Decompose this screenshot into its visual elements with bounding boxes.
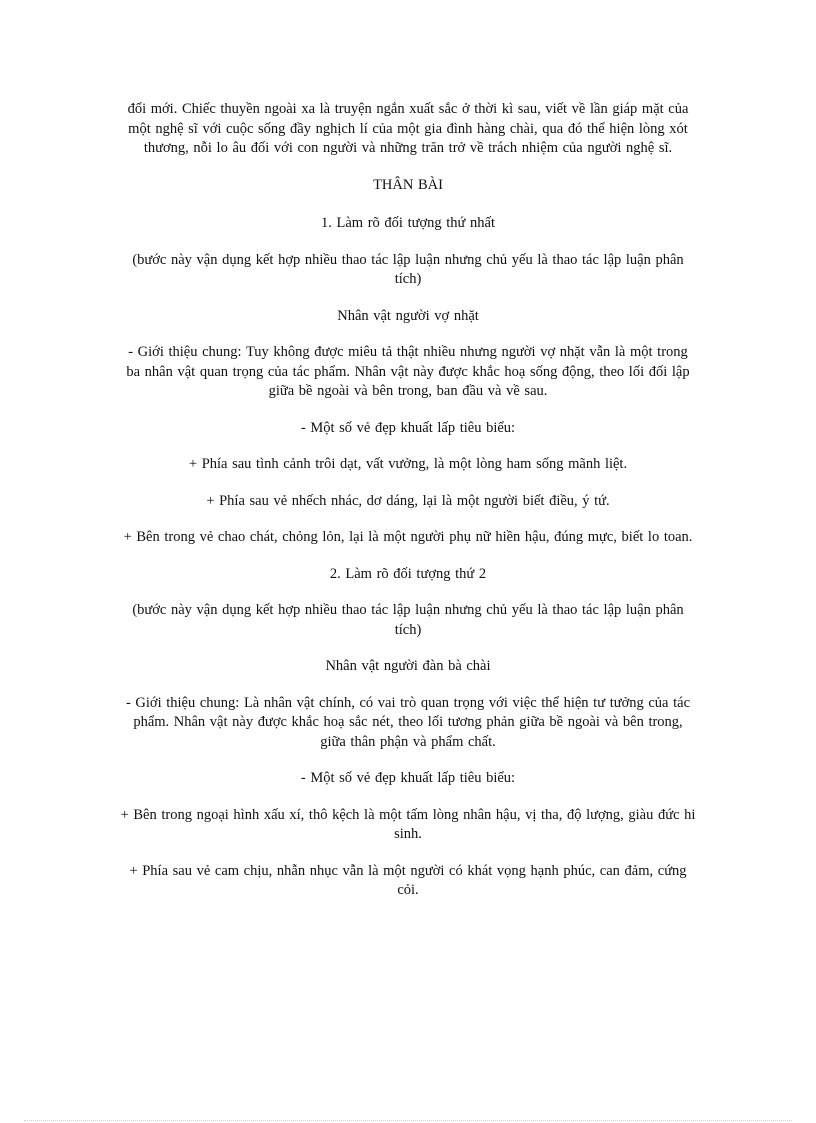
subheading-object-1: 1. Làm rõ đối tượng thứ nhất [321, 215, 495, 231]
intro-paragraph: đổi mới. Chiếc thuyền ngoài xa là truyện ngắn xuất sắc ở thời kì sau, viết về lần giáp mặt của một nghệ sĩ với cuộc sống đầy nghịch lí của một gia đình hàng chài, qua đó thể hiện lòng xót thương, nỗi lo âu đối với con người và những trăn trở về trách nhiệm của người nghệ sĩ. [127, 101, 689, 156]
method-note-1: (bước này vận dụng kết hợp nhiều thao tác lập luận nhưng chủ yếu là thao tác lập luận phân tích) [132, 251, 684, 287]
intro-vo-nhat: - Giới thiệu chung: Tuy không được miêu tả thật nhiều nhưng người vợ nhặt vẫn là một trong ba nhân vật quan trọng của tác phẩm. Nhân vật này được khắc hoạ sống động, theo lối đối lập giữa bề ngoài và bên trong, ban đầu và về sau. [126, 344, 690, 399]
intro-dan-ba-chai: - Giới thiệu chung: Là nhân vật chính, có vai trò quan trọng với việc thể hiện tư tưởng của tác phẩm. Nhân vật này được khắc hoạ sắc nét, theo lối tương phản giữa bề ngoài và bên trong, giữa thân phận và phẩm chất. [125, 694, 691, 750]
beauty-item-2-1: + Bên trong ngoại hình xấu xí, thô kệch là một tấm lòng nhân hậu, vị tha, độ lượng, giàu đức hi sinh. [120, 806, 696, 842]
character-title-dan-ba-chai: Nhân vật người đàn bà chài [325, 658, 491, 674]
section-heading-than-bai: THÂN BÀI [373, 176, 443, 193]
beauty-list-heading-2: - Một số vẻ đẹp khuất lấp tiêu biểu: [300, 770, 516, 786]
document-body [120, 100, 696, 918]
subheading-object-2: 2. Làm rõ đối tượng thứ 2 [329, 565, 487, 582]
beauty-item-2-2: + Phía sau vẻ cam chịu, nhẫn nhục vẫn là một người có khát vọng hạnh phúc, can đảm, cứng cỏi. [129, 862, 687, 898]
character-title-vo-nhat: Nhân vật người vợ nhặt [337, 307, 479, 324]
beauty-item-1-2: + Phía sau vẻ nhếch nhác, dơ dáng, lại là một người biết điều, ý tứ. [206, 492, 610, 509]
page-bottom-divider [24, 1120, 792, 1121]
beauty-item-1-1: + Phía sau tình cảnh trôi dạt, vất vưởng, là một lòng ham sống mãnh liệt. [188, 456, 628, 472]
method-note-2: (bước này vận dụng kết hợp nhiều thao tác lập luận nhưng chủ yếu là thao tác lập luận phân tích) [132, 602, 684, 638]
beauty-list-heading-1: - Một số vẻ đẹp khuất lấp tiêu biểu: [300, 419, 516, 436]
beauty-item-1-3: + Bên trong vẻ chao chát, chỏng lỏn, lại là một người phụ nữ hiền hậu, đúng mực, biết lo toan. [123, 529, 693, 545]
